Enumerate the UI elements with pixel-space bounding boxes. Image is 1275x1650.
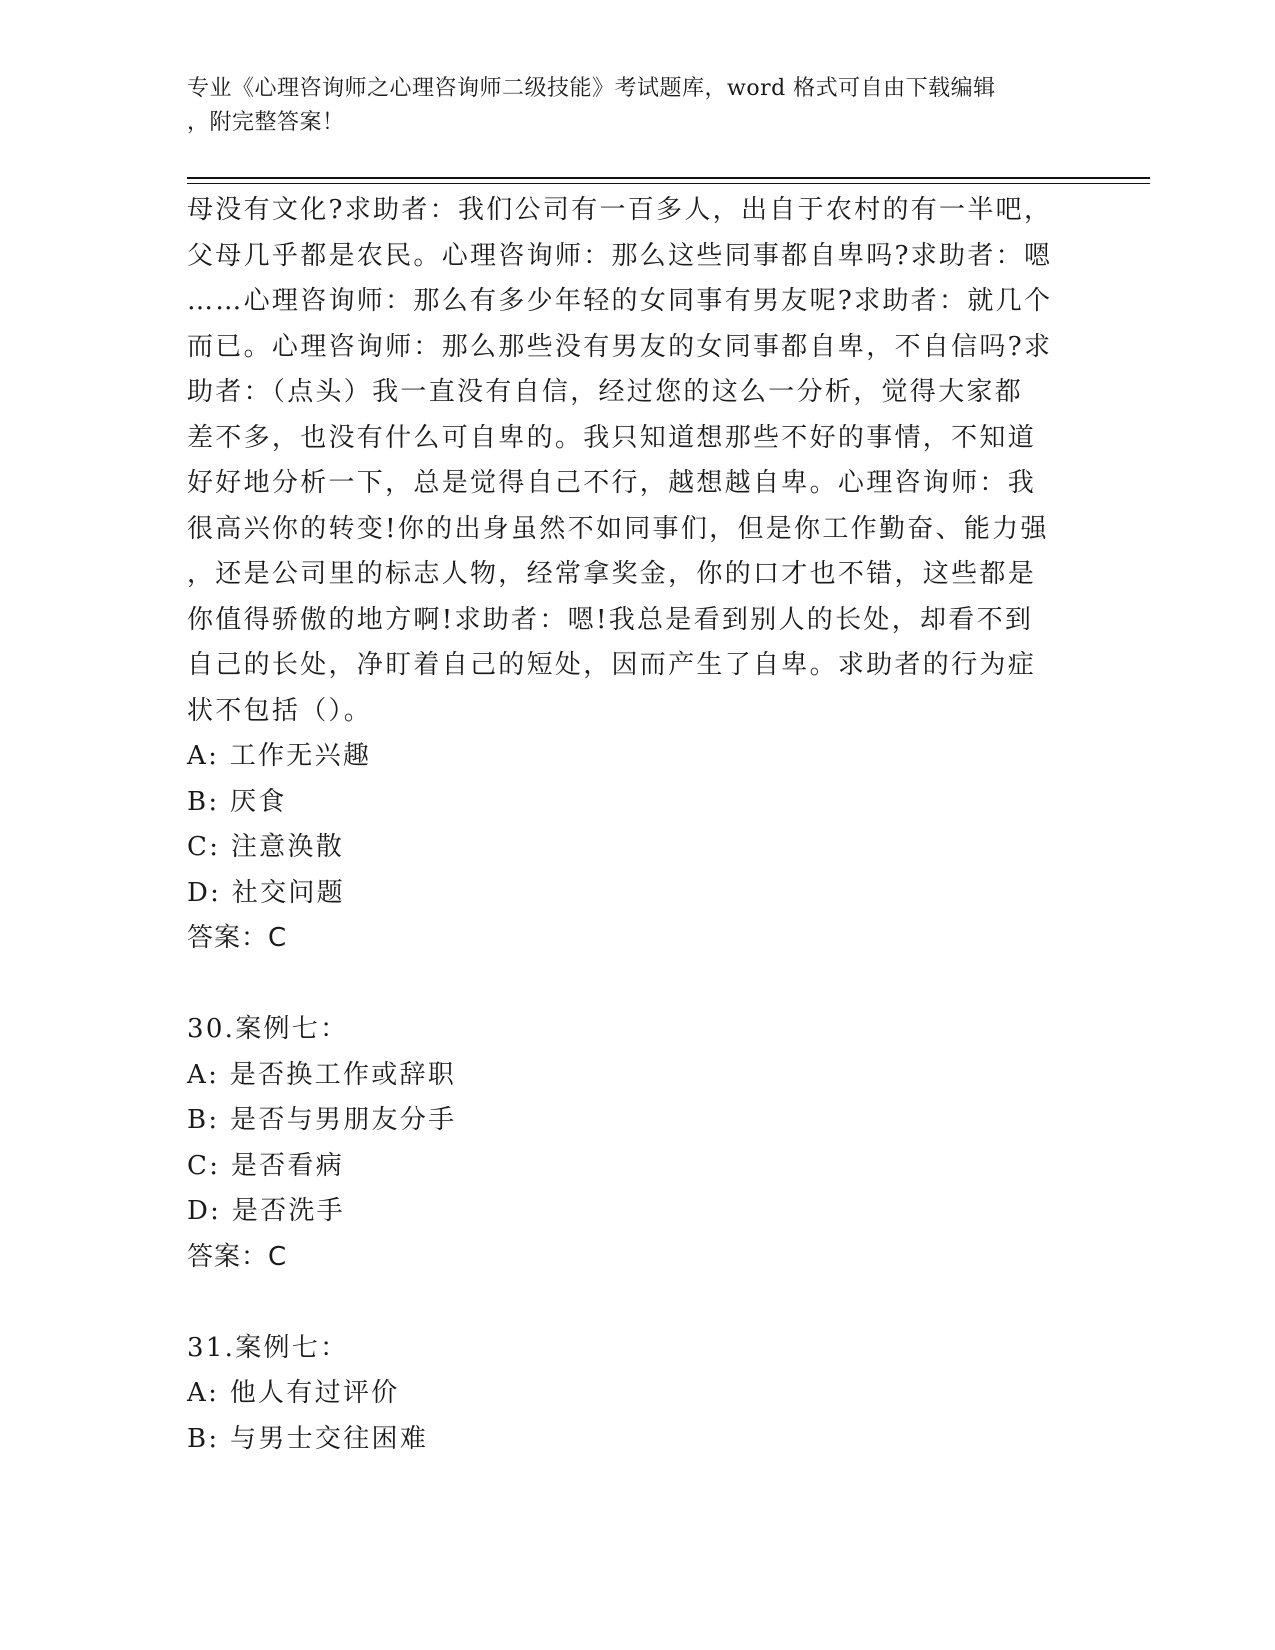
header-rule-thin [187, 183, 1150, 184]
question-29-options [187, 734, 1077, 962]
option-a: A: 工作无兴趣 [187, 741, 372, 771]
option-b: B: 与男士交往困难 [187, 1423, 429, 1454]
passage-line: 很高兴你的转变!你的出身虽然不如同事们，但是你工作勤奋、能力强 [187, 513, 1049, 544]
question-30 [187, 1007, 1077, 1280]
option-c: C: 是否看病 [187, 1150, 345, 1181]
passage-line: ……心理咨询师：那么有多少年轻的女同事有男友呢?求助者：就几个 [187, 286, 1053, 316]
header-rule-thick [187, 177, 1150, 179]
spacer [187, 962, 1077, 1008]
passage-line: 而已。心理咨询师：那么那些没有男友的女同事都自卑，不自信吗?求 [187, 331, 1053, 362]
passage-line: 自己的长处，净盯着自己的短处，因而产生了自卑。求助者的行为症 [187, 650, 1037, 680]
option-b: B: 厌食 [187, 786, 287, 817]
option-b: B: 是否与男朋友分手 [187, 1105, 457, 1135]
passage-line: 你值得骄傲的地方啊!求助者：嗯!我总是看到别人的长处，却看不到 [187, 604, 1034, 635]
passage-line: 助者：（点头）我一直没有自信，经过您的这么一分析，觉得大家都 [187, 377, 1024, 407]
passage [187, 188, 1077, 734]
option-d: D: 社交问题 [187, 877, 345, 908]
question-title: 31.案例七： [187, 1332, 349, 1363]
question-title: 30.案例七： [187, 1014, 349, 1044]
answer: 答案：C [187, 1241, 288, 1272]
passage-line: 差不多，也没有什么可自卑的。我只知道想那些不好的事情，不知道 [187, 422, 1037, 453]
document-header [187, 72, 1067, 140]
document-body [187, 188, 1077, 1462]
option-c: C: 注意涣散 [187, 832, 345, 862]
passage-line: 好好地分析一下，总是觉得自己不行，越想越自卑。心理咨询师：我 [187, 468, 1037, 498]
header-line-1: 专业《心理咨询师之心理咨询师二级技能》考试题库，word 格式可自由下载编辑 [187, 76, 996, 101]
passage-line: 状不包括（）。 [187, 695, 373, 726]
passage-line: 父母几乎都是农民。心理咨询师：那么这些同事都自卑吗?求助者：嗯 [187, 240, 1053, 271]
question-31 [187, 1326, 1077, 1463]
option-a: A: 他人有过评价 [187, 1378, 400, 1408]
option-d: D: 是否洗手 [187, 1196, 345, 1226]
spacer [187, 1280, 1077, 1326]
passage-line: 母没有文化?求助者：我们公司有一百多人，出自于农村的有一半吧， [187, 195, 1053, 225]
header-line-2: ，附完整答案！ [187, 110, 345, 135]
option-a: A: 是否换工作或辞职 [187, 1059, 457, 1090]
passage-line: ，还是公司里的标志人物，经常拿奖金，你的口才也不错，这些都是 [187, 559, 1037, 589]
answer: 答案：C [187, 923, 288, 953]
